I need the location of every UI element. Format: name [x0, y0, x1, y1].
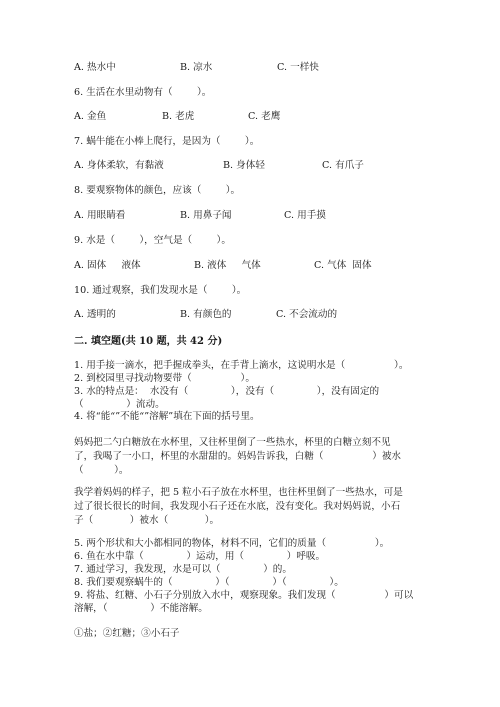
fill-question-3-continued: （ ）流动。	[74, 399, 165, 410]
q7-option-a: A. 身体柔软，有黏液	[74, 160, 164, 171]
q10-option-c: C. 不会流动的	[276, 309, 338, 320]
q5-option-a: A. 热水中	[74, 62, 116, 73]
story-paragraph-sugar: 妈妈把二勺白糖放在水杯里，又往杯里倒了一些热水，杯里的白糖立刻不见 了，我喝了一小口，杯里的水甜甜的。妈妈告诉我，白糖（ ）被水 （ ）。	[74, 437, 402, 476]
fill-question-6: 6. 鱼在水中靠（ ）运动，用（ ）呼吸。	[74, 551, 326, 562]
fill-question-1: 1. 用手接一滴水，把手握成拳头，在手背上滴水，这说明水是（ ）。	[74, 360, 409, 371]
fill-question-9-continued: 溶解，（ ）不能溶解。	[74, 603, 208, 614]
fill-question-10-choices: ①盐；②红糖；③小石子	[74, 628, 180, 639]
q10-option-a: A. 透明的	[74, 309, 116, 320]
q8-option-b: B. 用鼻子闻	[180, 210, 232, 221]
q9-stem: 9. 水是（ ），空气是（ ）。	[74, 235, 231, 246]
fill-question-8: 8. 我们要观察蜗牛的（ ）（ ）（ ）。	[74, 577, 344, 588]
q9-option-c: C. 气体 固体	[314, 260, 372, 271]
section-title-fill-in: 二. 填空题(共 10 题，共 42 分)	[74, 336, 223, 347]
q6-option-c: C. 老鹰	[248, 111, 281, 122]
story-paragraph-stones: 我学着妈妈的样子，把 5 粒小石子放在水杯里，也往杯里倒了一些热水，可是 过了很长很长的时间，我发现小石子还在水底，没有变化。我对妈妈说，小石 子（ ）被水（ ）。	[74, 487, 403, 526]
q5-option-c: C. 一样快	[277, 62, 319, 73]
q8-option-c: C. 用手摸	[284, 210, 326, 221]
q7-option-b: B. 身体轻	[223, 160, 265, 171]
q6-option-b: B. 老虎	[162, 111, 195, 122]
fill-question-7: 7. 通过学习，我发现，水是可以（ ）的。	[74, 564, 292, 575]
q6-option-a: A. 金鱼	[74, 111, 107, 122]
fill-question-4: 4. 将“能“”不能“”溶解”填在下面的括号里。	[74, 411, 260, 422]
q10-stem: 10. 通过观察，我们发现水是（ ）。	[74, 285, 247, 296]
fill-question-3: 3. 水的特点是： 水没有（ ），没有（ ），没有固定的	[74, 386, 380, 397]
fill-question-2: 2. 到校园里寻找动物要带（ ）。	[74, 373, 255, 384]
q8-stem: 8. 要观察物体的颜色，应该（ ）。	[74, 185, 241, 196]
fill-question-9: 9. 将盐、红糖、小石子分别放入水中，观察现象。我们发现（ ）可以	[74, 590, 414, 601]
q5-option-b: B. 凉水	[180, 62, 213, 73]
q6-stem: 6. 生活在水里动物有（ ）。	[74, 87, 212, 98]
q7-stem: 7. 蜗牛能在小棒上爬行，是因为（ ）。	[74, 136, 260, 147]
q8-option-a: A. 用眼睛看	[74, 210, 126, 221]
q9-option-a: A. 固体 液体	[74, 260, 141, 271]
fill-question-5: 5. 两个形状和大小都相同的物体，材料不同，它们的质量（ ）。	[74, 538, 390, 549]
q9-option-b: B. 液体 气体	[194, 260, 261, 271]
q7-option-c: C. 有爪子	[322, 160, 364, 171]
q10-option-b: B. 有颜色的	[180, 309, 232, 320]
